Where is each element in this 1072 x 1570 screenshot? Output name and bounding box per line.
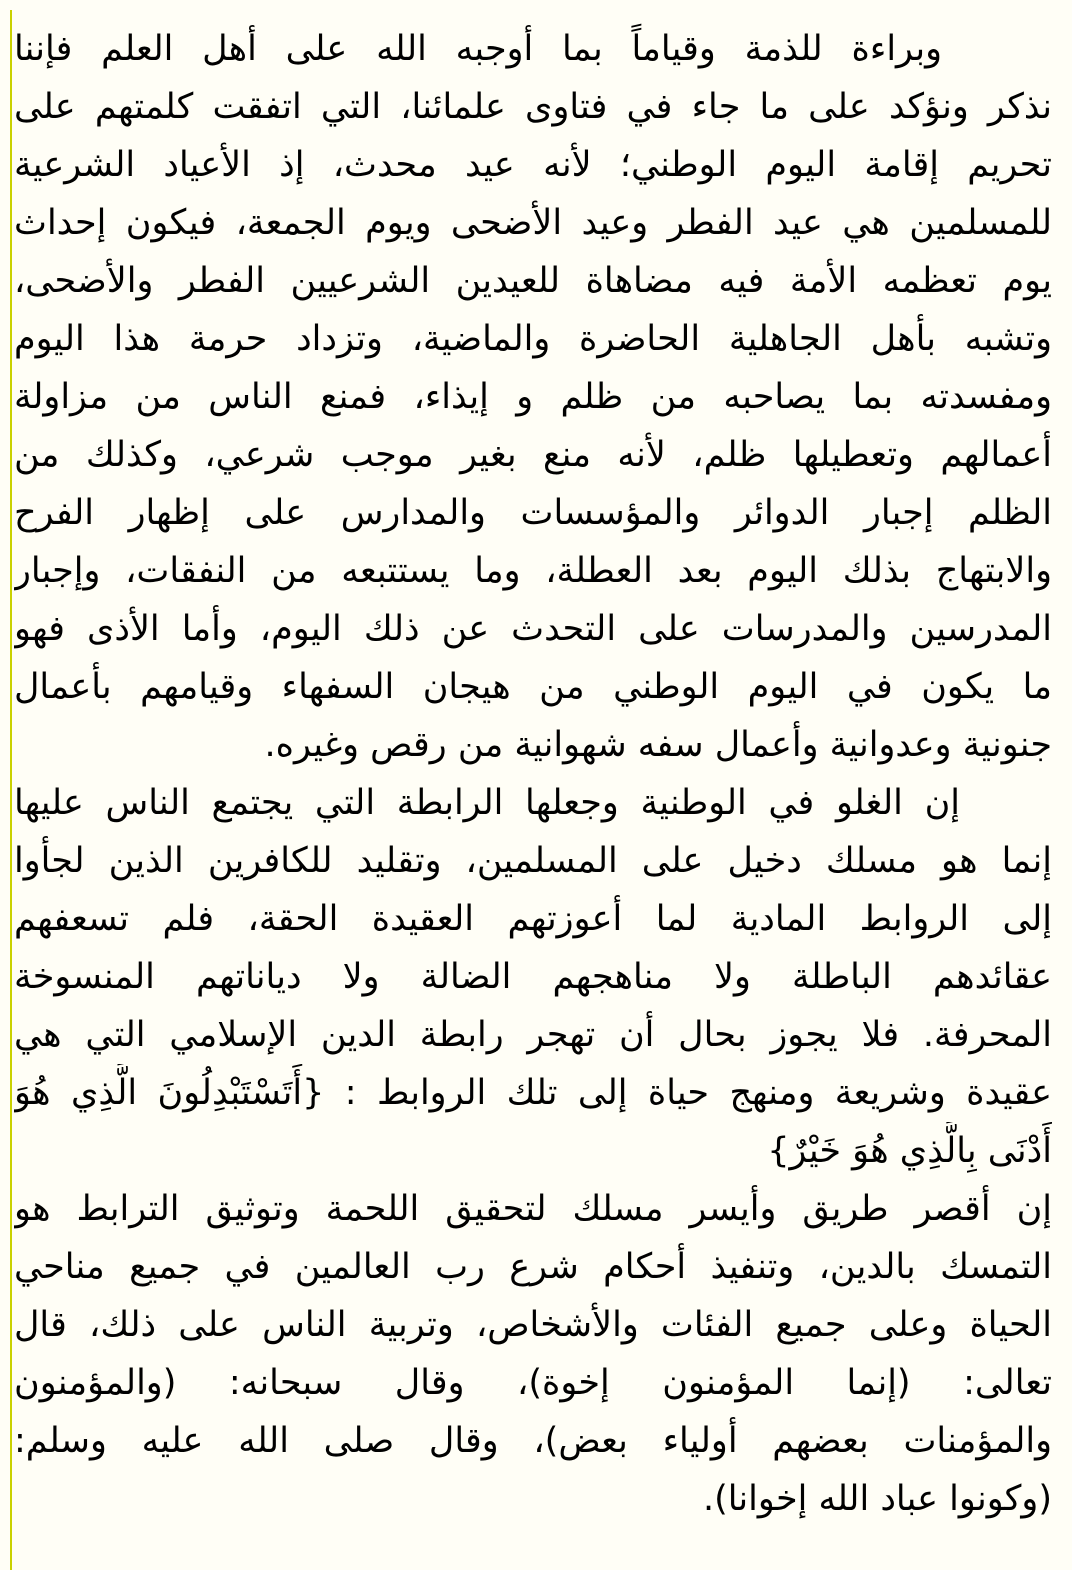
text-line: ما يكون في اليوم الوطني من هيجان السفهاء وقيامهم بأعمال: [14, 667, 1052, 707]
text-line: والابتهاج بذلك اليوم بعد العطلة، وما يستتبعه من النفقات، وإجبار: [14, 551, 1052, 591]
text-line: نذكر ونؤكد على ما جاء في فتاوى علمائنا، التي اتفقت كلمتهم على: [14, 87, 1052, 127]
text-line: عقائدهم الباطلة ولا مناهجهم الضالة ولا دياناتهم المنسوخة: [14, 957, 1052, 997]
paragraph-nationalism: [14, 774, 1052, 1180]
text-line: وتشبه بأهل الجاهلية الحاضرة والماضية، وتزداد حرمة هذا اليوم: [14, 319, 1052, 359]
text-line: وبراءة للذمة وقياماً بما أوجبه الله على أهل العلم فإننا: [14, 29, 942, 69]
document-page: [10, 10, 1052, 1570]
text-line: تحريم إقامة اليوم الوطني؛ لأنه عيد محدث، إذ الأعياد الشرعية: [14, 145, 1052, 185]
text-line: المدرسين والمدرسات على التحدث عن ذلك اليوم، وأما الأذى فهو: [14, 609, 1052, 649]
text-line: والمؤمنات بعضهم أولياء بعض)، وقال صلى الله عليه وسلم:: [14, 1421, 1052, 1461]
text-line: التمسك بالدين، وتنفيذ أحكام شرع رب العالمين في جميع مناحي: [14, 1247, 1052, 1287]
text-line: الظلم إجبار الدوائر والمؤسسات والمدارس على إظهار الفرح: [14, 493, 1052, 533]
paragraph-national-day-ruling: [14, 20, 1052, 774]
text-line: الحياة وعلى جميع الفئات والأشخاص، وتربية الناس على ذلك، قال: [14, 1305, 1052, 1345]
quran-verse-line: أَدْنَى بِالَّذِي هُوَ خَيْرٌ}: [767, 1131, 1052, 1171]
hadith-line: (وكونوا عباد الله إخوانا).: [702, 1479, 1052, 1519]
article-text: [12, 20, 1052, 1528]
text-line: أعمالهم وتعطيلها ظلم، لأنه منع بغير موجب شرعي، وكذلك من: [14, 435, 1052, 475]
text-line: إنما هو مسلك دخيل على المسلمين، وتقليد للكافرين الذين لجأوا: [14, 841, 1052, 881]
text-line: إن أقصر طريق وأيسر مسلك لتحقيق اللحمة وتوثيق الترابط هو: [14, 1189, 1052, 1229]
text-line: يوم تعظمه الأمة فيه مضاهاة للعيدين الشرعيين الفطر والأضحى،: [14, 261, 1052, 301]
text-line: عقيدة وشريعة ومنهج حياة إلى تلك الروابط : {أَتَسْتَبْدِلُونَ الَّذِي هُوَ: [14, 1073, 1052, 1113]
text-line: إلى الروابط المادية لما أعوزتهم العقيدة الحقة، فلم تسعفهم: [14, 899, 1052, 939]
text-line: إن الغلو في الوطنية وجعلها الرابطة التي يجتمع الناس عليها: [14, 783, 960, 823]
text-line: تعالى: (إنما المؤمنون إخوة)، وقال سبحانه: (والمؤمنون: [14, 1363, 1052, 1403]
paragraph-unity: [14, 1180, 1052, 1528]
text-line: ومفسدته بما يصاحبه من ظلم و إيذاء، فمنع الناس من مزاولة: [14, 377, 1052, 417]
text-line: المحرفة. فلا يجوز بحال أن تهجر رابطة الدين الإسلامي التي هي: [14, 1015, 1052, 1055]
text-line: جنونية وعدوانية وأعمال سفه شهوانية من رقص وغيره.: [264, 725, 1052, 765]
text-line: للمسلمين هي عيد الفطر وعيد الأضحى ويوم الجمعة، فيكون إحداث: [14, 203, 1052, 243]
